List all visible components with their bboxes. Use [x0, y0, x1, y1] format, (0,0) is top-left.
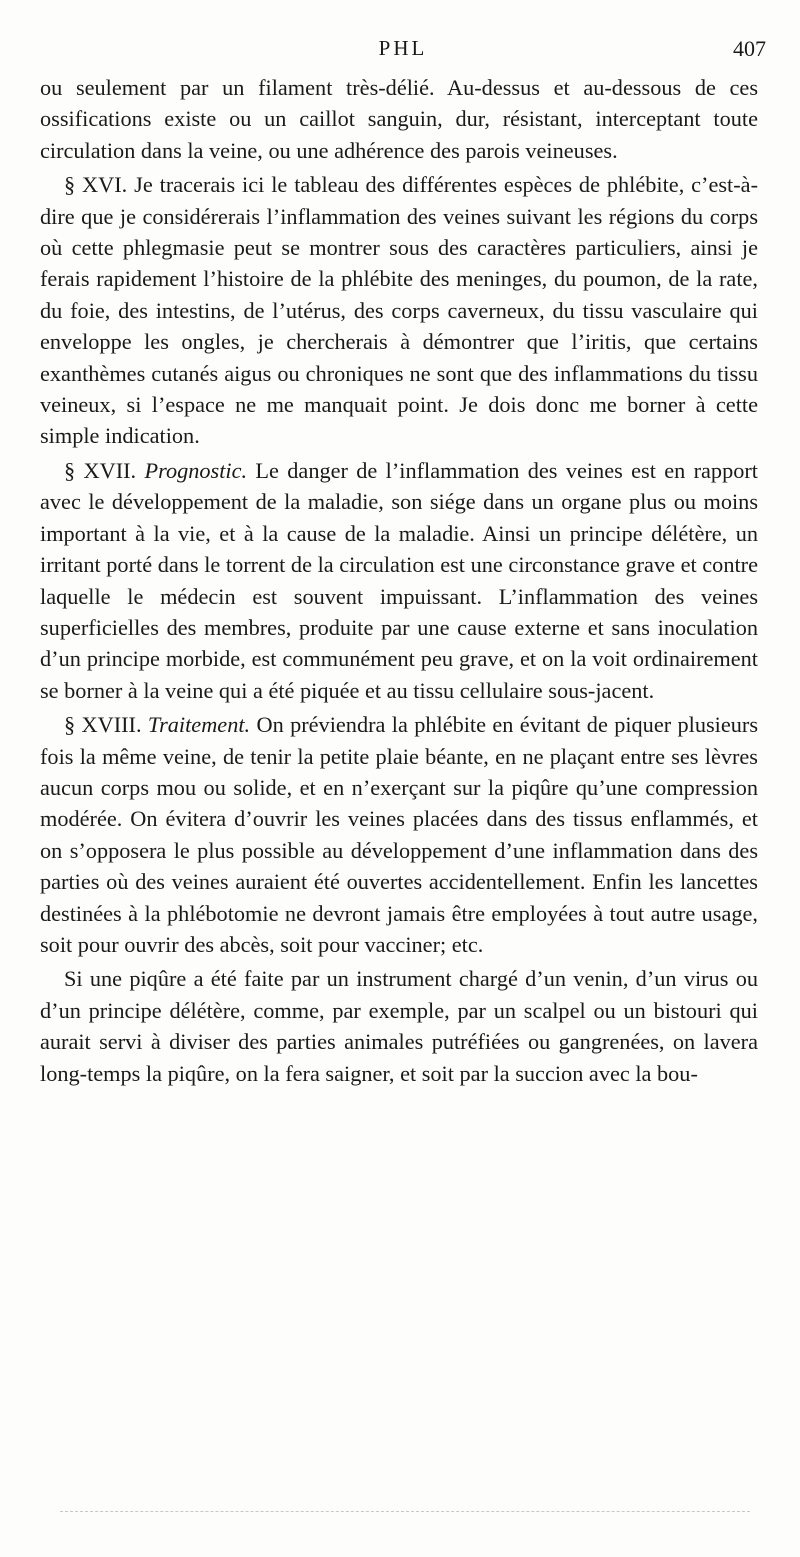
- paragraph-text: Si une piqûre a été faite par un instrument chargé d’un venin, d’un virus ou d’un principe délétère, comme, par exemple, par un scalpel ou un bistouri qui aurait servi à diviser des parties animales putréfiées ou gangrenées, on lavera long-temps la piqûre, on la fera saigner, et soit par la succion avec la bou-: [40, 966, 758, 1086]
- paragraph-text: On préviendra la phlébite en évitant de piquer plusieurs fois la même veine, de tenir la petite plaie béante, en ne plaçant entre ses lèvres aucun corps mou ou solide, et en n’exerçant sur la piqûre qu’une compression modérée. On évitera d’ouvrir les veines placées dans des tissus enflammés, et on s’opposera le plus possible au développement d’une inflammation dans des parties où des veines auraient été ouvertes accidentellement. Enfin les lancettes destinées à la phlébotomie ne devront jamais être employées à tout autre usage, soit pour ouvrir des abcès, soit pour vacciner; etc.: [40, 712, 759, 957]
- section-label: § XVIII.: [64, 712, 142, 738]
- page-number: 407: [733, 36, 766, 61]
- body-text: [40, 72, 758, 1089]
- paragraph-text: Je tracerais ici le tableau des différentes espèces de phlébite, c’est-à-dire que je considérerais l’inflammation des veines suivant les régions du corps où cette phlegmasie peut se montrer sous des caractères particuliers, ainsi je ferais rapidement l’histoire de la phlébite des meninges, du poumon, de la rate, du foie, des intestins, de l’utérus, des corps caverneux, du tissu vasculaire qui enveloppe les ongles, je chercherais à démontrer que l’iritis, que certains exanthèmes cutanés aigus ou chroniques ne sont que des inflammations du tissu veineux, si l’espace ne me manquait point. Je dois donc me borner à cette simple indication.: [40, 172, 758, 449]
- paragraph-continuation: [40, 72, 758, 166]
- section-heading: Traitement.: [147, 712, 251, 738]
- paragraph-text: Le danger de l’inflammation des veines est en rapport avec le développement de la maladie, son siége dans un organe plus ou moins important à la vie, et à la cause de la maladie. Ainsi un principe délétère, un irritant porté dans le torrent de la circulation est une circonstance grave et contre laquelle le médecin est souvent impuissant. L’inflammation des veines superficielles des membres, produite par une cause externe et sans inoculation d’un principe morbide, est communément peu grave, et on la voit ordinairement se borner à la veine qui a été piquée et au tissu cellulaire sous-jacent.: [40, 457, 758, 703]
- bottom-margin-marks: [60, 1511, 750, 1512]
- paragraph-section-xvi: [40, 169, 758, 452]
- paragraph-text: ou seulement par un filament très-délié. Au-dessus et au-dessous de ces ossifications existe ou un caillot sanguin, dur, résistant, interceptant toute circulation dans la veine, ou une adhérence des parois veineuses.: [40, 75, 758, 163]
- paragraph-section-xviii: [40, 709, 758, 960]
- section-label: § XVII.: [64, 457, 137, 483]
- paragraph-section-xvii: [40, 455, 758, 706]
- section-heading: Prognostic.: [144, 457, 248, 483]
- section-label: § XVI.: [64, 172, 128, 198]
- page-header: [40, 36, 766, 70]
- running-head: PHL: [378, 36, 428, 60]
- paragraph-treatment-continued: [40, 963, 758, 1089]
